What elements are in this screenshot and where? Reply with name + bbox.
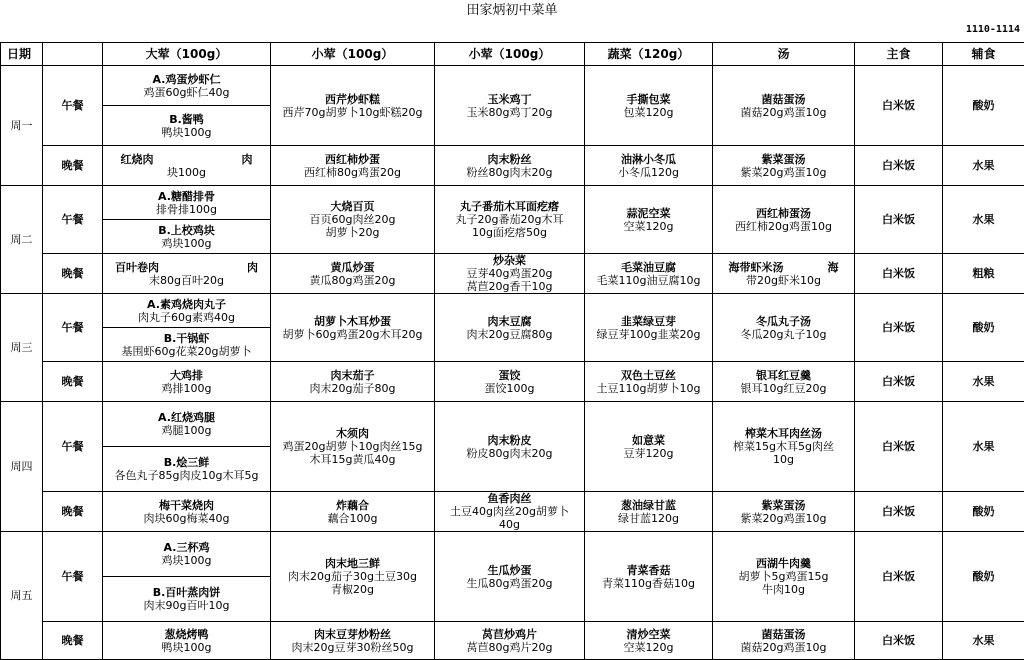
small-dish-1-detail: 肉末20g茄子30g土豆30g xyxy=(272,570,433,583)
soup-dish xyxy=(713,146,855,186)
vegetable-dish-name: 如意菜 xyxy=(586,434,711,447)
soup-dish xyxy=(713,532,855,622)
main-dish-option-a-detail: 鸡块100g xyxy=(104,554,269,567)
main-dish-option-b-name: B.上校鸡块 xyxy=(104,224,269,237)
table-row xyxy=(1,186,1024,220)
soup-dish-detail: 紫菜20g鸡蛋10g xyxy=(714,512,853,525)
soup-dish-name: 紫菜蛋汤 xyxy=(714,153,853,166)
main-dish-option-a xyxy=(103,532,271,577)
main-dish-option-a xyxy=(103,186,271,220)
main-dish-dinner-name: 百叶卷肉 肉 xyxy=(104,261,269,274)
vegetable-dish-name: 青菜香菇 xyxy=(586,564,711,577)
small-dish-2-detail: 莴苣80g鸡片20g xyxy=(436,641,583,654)
main-dish-option-a-detail: 排骨排100g xyxy=(104,203,269,216)
table-row xyxy=(1,294,1024,328)
soup-dish xyxy=(713,402,855,492)
main-dish-option-b-detail: 各色丸子85g肉皮10g木耳5g xyxy=(104,469,269,482)
vegetable-dish-detail: 豆芽120g xyxy=(586,447,711,460)
main-dish-dinner-detail: 鸭块100g xyxy=(104,641,269,654)
header-meal xyxy=(43,43,103,66)
table-row xyxy=(1,492,1024,532)
small-dish-1 xyxy=(271,254,435,294)
main-dish-option-b-detail: 鸡块100g xyxy=(104,237,269,250)
small-dish-1-detail: 胡萝卜60g鸡蛋20g木耳20g xyxy=(272,328,433,341)
main-dish-option-a-detail: 鸡蛋60g虾仁40g xyxy=(104,86,269,99)
header-soup: 汤 xyxy=(713,43,855,66)
day-label-thu: 周四 xyxy=(1,402,43,532)
side-food: 水果 xyxy=(943,146,1024,186)
soup-dish-name: 榨菜木耳肉丝汤 xyxy=(714,427,853,440)
soup-dish-name: 菌菇蛋汤 xyxy=(714,93,853,106)
vegetable-dish xyxy=(585,532,713,622)
staple-food: 白米饭 xyxy=(855,532,943,622)
side-food: 粗粮 xyxy=(943,254,1024,294)
main-dish-dinner-detail: 块100g xyxy=(104,166,269,179)
header-date: 日期 xyxy=(1,43,43,66)
small-dish-2 xyxy=(435,254,585,294)
staple-food: 白米饭 xyxy=(855,66,943,146)
table-row xyxy=(1,254,1024,294)
small-dish-1-detail: 肉末20g豆芽30粉丝50g xyxy=(272,641,433,654)
small-dish-2-name: 炒杂菜 xyxy=(436,254,583,267)
soup-dish-detail: 菌菇20g鸡蛋10g xyxy=(714,641,853,654)
small-dish-1 xyxy=(271,492,435,532)
vegetable-dish-detail: 土豆110g胡萝卜10g xyxy=(586,382,711,395)
main-dish-dinner xyxy=(103,492,271,532)
small-dish-1 xyxy=(271,402,435,492)
main-dish-dinner-detail: 肉块60g梅菜40g xyxy=(104,512,269,525)
side-food: 酸奶 xyxy=(943,532,1024,622)
small-dish-1 xyxy=(271,294,435,362)
small-dish-1-name: 肉末地三鲜 xyxy=(272,557,433,570)
main-dish-dinner-name: 梅干菜烧肉 xyxy=(104,499,269,512)
main-dish-dinner-detail: 末80g百叶20g xyxy=(104,274,269,287)
vegetable-dish xyxy=(585,402,713,492)
small-dish-1-detail: 藕合100g xyxy=(272,512,433,525)
vegetable-dish-name: 双色土豆丝 xyxy=(586,369,711,382)
small-dish-2-detail: 蛋饺100g xyxy=(436,382,583,395)
vegetable-dish xyxy=(585,146,713,186)
soup-dish xyxy=(713,362,855,402)
soup-dish xyxy=(713,254,855,294)
main-dish-option-a-name: A.糖醋排骨 xyxy=(104,190,269,203)
meal-label-lunch: 午餐 xyxy=(43,532,103,622)
soup-dish-detail: 带20g虾米10g xyxy=(714,274,853,287)
soup-dish-detail: 紫菜20g鸡蛋10g xyxy=(714,166,853,179)
header-small-meat-1: 小荤（100g） xyxy=(271,43,435,66)
small-dish-1 xyxy=(271,146,435,186)
small-dish-2-name: 蛋饺 xyxy=(436,369,583,382)
small-dish-2 xyxy=(435,492,585,532)
meal-label-dinner: 晚餐 xyxy=(43,492,103,532)
main-dish-dinner xyxy=(103,362,271,402)
small-dish-2-detail-2: 40g xyxy=(436,518,583,531)
side-food: 酸奶 xyxy=(943,66,1024,146)
page-title: 田家炳初中菜单 xyxy=(0,0,1024,22)
small-dish-1 xyxy=(271,622,435,660)
main-dish-option-a-name: A.红烧鸡腿 xyxy=(104,411,269,424)
small-dish-2 xyxy=(435,402,585,492)
main-dish-option-a-name: A.鸡蛋炒虾仁 xyxy=(104,73,269,86)
staple-food: 白米饭 xyxy=(855,362,943,402)
vegetable-dish xyxy=(585,66,713,146)
vegetable-dish-detail: 绿豆芽100g韭菜20g xyxy=(586,328,711,341)
vegetable-dish xyxy=(585,294,713,362)
meal-label-lunch: 午餐 xyxy=(43,66,103,146)
main-dish-option-b xyxy=(103,577,271,622)
table-row xyxy=(1,622,1024,660)
main-dish-option-b-detail: 基围虾60g花菜20g胡萝卜 xyxy=(104,345,269,358)
vegetable-dish-detail: 绿甘蓝120g xyxy=(586,512,711,525)
soup-dish xyxy=(713,294,855,362)
small-dish-2-name: 生瓜炒蛋 xyxy=(436,564,583,577)
small-dish-2-detail: 玉米80g鸡丁20g xyxy=(436,106,583,119)
vegetable-dish-name: 清炒空菜 xyxy=(586,628,711,641)
vegetable-dish-name: 油淋小冬瓜 xyxy=(586,153,711,166)
small-dish-2-detail: 丸子20g番茄20g木耳 xyxy=(436,213,583,226)
side-food: 水果 xyxy=(943,402,1024,492)
soup-dish-detail: 菌菇20g鸡蛋10g xyxy=(714,106,853,119)
small-dish-2-detail: 生瓜80g鸡蛋20g xyxy=(436,577,583,590)
small-dish-1-detail: 鸡蛋20g胡萝卜10g肉丝15g xyxy=(272,440,433,453)
main-dish-option-a-detail: 肉丸子60g素鸡40g xyxy=(104,311,269,324)
vegetable-dish-name: 葱油绿甘蓝 xyxy=(586,499,711,512)
vegetable-dish-detail: 空菜120g xyxy=(586,641,711,654)
small-dish-1-name: 肉末豆芽炒粉丝 xyxy=(272,628,433,641)
small-dish-2-name: 丸子番茄木耳面疙瘩 xyxy=(436,200,583,213)
staple-food: 白米饭 xyxy=(855,492,943,532)
side-food: 酸奶 xyxy=(943,492,1024,532)
soup-dish-name: 冬瓜丸子汤 xyxy=(714,315,853,328)
small-dish-2-name: 莴苣炒鸡片 xyxy=(436,628,583,641)
small-dish-1-detail: 西红柿80g鸡蛋20g xyxy=(272,166,433,179)
vegetable-dish-name: 手撕包菜 xyxy=(586,93,711,106)
staple-food: 白米饭 xyxy=(855,186,943,254)
menu-table xyxy=(0,42,1024,660)
vegetable-dish-detail: 毛菜110g油豆腐10g xyxy=(586,274,711,287)
day-label-tue: 周二 xyxy=(1,186,43,294)
vegetable-dish-detail: 空菜120g xyxy=(586,220,711,233)
soup-dish xyxy=(713,492,855,532)
staple-food: 白米饭 xyxy=(855,254,943,294)
main-dish-dinner-name: 大鸡排 xyxy=(104,369,269,382)
table-row xyxy=(1,146,1024,186)
small-dish-2-detail: 粉丝80g肉末20g xyxy=(436,166,583,179)
main-dish-option-b xyxy=(103,106,271,146)
small-dish-2-detail: 豆芽40g鸡蛋20g xyxy=(436,267,583,280)
vegetable-dish xyxy=(585,362,713,402)
small-dish-2-detail: 肉末20g豆腐80g xyxy=(436,328,583,341)
header-vegetable: 蔬菜（120g） xyxy=(585,43,713,66)
vegetable-dish-name: 韭菜绿豆芽 xyxy=(586,315,711,328)
soup-dish-detail-2: 10g xyxy=(714,453,853,466)
soup-dish-detail: 银耳10g红豆20g xyxy=(714,382,853,395)
staple-food: 白米饭 xyxy=(855,294,943,362)
main-dish-dinner xyxy=(103,622,271,660)
main-dish-option-b-name: B.烩三鲜 xyxy=(104,456,269,469)
small-dish-2 xyxy=(435,362,585,402)
small-dish-2 xyxy=(435,294,585,362)
small-dish-1-name: 黄瓜炒蛋 xyxy=(272,261,433,274)
small-dish-1-detail: 百页60g肉丝20g xyxy=(272,213,433,226)
small-dish-1 xyxy=(271,186,435,254)
small-dish-1-detail-2: 木耳15g黄瓜40g xyxy=(272,453,433,466)
main-dish-option-b-name: B.百叶蒸肉饼 xyxy=(104,586,269,599)
soup-dish-detail-2: 牛肉10g xyxy=(714,583,853,596)
vegetable-dish-detail: 包菜120g xyxy=(586,106,711,119)
small-dish-1-name: 西红柿炒蛋 xyxy=(272,153,433,166)
small-dish-2 xyxy=(435,186,585,254)
staple-food: 白米饭 xyxy=(855,146,943,186)
staple-food: 白米饭 xyxy=(855,402,943,492)
main-dish-option-b xyxy=(103,447,271,492)
side-food: 水果 xyxy=(943,362,1024,402)
meal-label-dinner: 晚餐 xyxy=(43,146,103,186)
meal-label-dinner: 晚餐 xyxy=(43,362,103,402)
header-small-meat-2: 小荤（100g） xyxy=(435,43,585,66)
small-dish-2-name: 鱼香肉丝 xyxy=(436,492,583,505)
soup-dish-name: 银耳红豆羹 xyxy=(714,369,853,382)
main-dish-option-b xyxy=(103,328,271,362)
header-side: 辅食 xyxy=(943,43,1024,66)
table-row xyxy=(1,66,1024,106)
main-dish-option-b xyxy=(103,220,271,254)
small-dish-2-name: 玉米鸡丁 xyxy=(436,93,583,106)
vegetable-dish-detail: 小冬瓜120g xyxy=(586,166,711,179)
small-dish-1-detail-2: 青椒20g xyxy=(272,583,433,596)
soup-dish-detail: 榨菜15g木耳5g肉丝 xyxy=(714,440,853,453)
small-dish-1-detail: 肉末20g茄子80g xyxy=(272,382,433,395)
soup-dish-name: 紫菜蛋汤 xyxy=(714,499,853,512)
soup-dish xyxy=(713,622,855,660)
meal-label-lunch: 午餐 xyxy=(43,294,103,362)
table-row xyxy=(1,362,1024,402)
main-dish-option-b-name: B.酱鸭 xyxy=(104,113,269,126)
small-dish-1-name: 木须肉 xyxy=(272,427,433,440)
small-dish-2-detail-2: 10g面疙瘩50g xyxy=(436,226,583,239)
small-dish-2-name: 肉末豆腐 xyxy=(436,315,583,328)
side-food: 水果 xyxy=(943,622,1024,660)
small-dish-2 xyxy=(435,146,585,186)
main-dish-option-a xyxy=(103,402,271,447)
small-dish-2 xyxy=(435,66,585,146)
vegetable-dish-name: 毛菜油豆腐 xyxy=(586,261,711,274)
side-food: 水果 xyxy=(943,186,1024,254)
small-dish-1-name: 胡萝卜木耳炒蛋 xyxy=(272,315,433,328)
header-row xyxy=(1,43,1024,66)
main-dish-option-a-name: A.素鸡烧肉丸子 xyxy=(104,298,269,311)
header-staple: 主食 xyxy=(855,43,943,66)
vegetable-dish-name: 蒜泥空菜 xyxy=(586,207,711,220)
small-dish-2-detail: 粉皮80g肉末20g xyxy=(436,447,583,460)
soup-dish-detail: 西红柿20g鸡蛋10g xyxy=(714,220,853,233)
soup-dish xyxy=(713,186,855,254)
vegetable-dish xyxy=(585,186,713,254)
table-row xyxy=(1,402,1024,447)
small-dish-2-detail-2: 莴苣20g香干10g xyxy=(436,280,583,293)
vegetable-dish xyxy=(585,492,713,532)
soup-dish-name: 菌菇蛋汤 xyxy=(714,628,853,641)
main-dish-dinner xyxy=(103,254,271,294)
small-dish-2-name: 肉末粉皮 xyxy=(436,434,583,447)
main-dish-option-a-detail: 鸡腿100g xyxy=(104,424,269,437)
small-dish-1-detail: 西芹70g胡萝卜10g虾糕20g xyxy=(272,106,433,119)
main-dish-option-b-name: B.干锅虾 xyxy=(104,332,269,345)
main-dish-dinner-name: 葱烧烤鸭 xyxy=(104,628,269,641)
small-dish-1-name: 肉末茄子 xyxy=(272,369,433,382)
main-dish-option-a xyxy=(103,66,271,106)
small-dish-1 xyxy=(271,362,435,402)
main-dish-option-a xyxy=(103,294,271,328)
small-dish-2-name: 肉末粉丝 xyxy=(436,153,583,166)
header-main-meat: 大荤（100g） xyxy=(103,43,271,66)
main-dish-dinner xyxy=(103,146,271,186)
small-dish-1 xyxy=(271,66,435,146)
meal-label-dinner: 晚餐 xyxy=(43,622,103,660)
small-dish-1-name: 西芹炒虾糕 xyxy=(272,93,433,106)
soup-dish-name: 西红柿蛋汤 xyxy=(714,207,853,220)
vegetable-dish xyxy=(585,622,713,660)
day-label-wed: 周三 xyxy=(1,294,43,402)
soup-dish-detail: 胡萝卜5g鸡蛋15g xyxy=(714,570,853,583)
main-dish-option-b-detail: 肉末90g百叶10g xyxy=(104,599,269,612)
meal-label-dinner: 晚餐 xyxy=(43,254,103,294)
table-row xyxy=(1,532,1024,577)
vegetable-dish-detail: 青菜110g香菇10g xyxy=(586,577,711,590)
main-dish-dinner-detail: 鸡排100g xyxy=(104,382,269,395)
small-dish-1-name: 大烧百页 xyxy=(272,200,433,213)
small-dish-2 xyxy=(435,622,585,660)
main-dish-option-a-name: A.三杯鸡 xyxy=(104,541,269,554)
main-dish-option-b-detail: 鸭块100g xyxy=(104,126,269,139)
small-dish-1-detail-2: 胡萝卜20g xyxy=(272,226,433,239)
meal-label-lunch: 午餐 xyxy=(43,186,103,254)
soup-dish-name: 海带虾米汤 海 xyxy=(714,261,853,274)
small-dish-1-detail: 黄瓜80g鸡蛋20g xyxy=(272,274,433,287)
main-dish-dinner-name: 红烧肉 肉 xyxy=(104,153,269,166)
soup-dish xyxy=(713,66,855,146)
small-dish-2 xyxy=(435,532,585,622)
date-range-code: 1110-1114 xyxy=(966,24,1020,40)
meal-label-lunch: 午餐 xyxy=(43,402,103,492)
day-label-fri: 周五 xyxy=(1,532,43,660)
staple-food: 白米饭 xyxy=(855,622,943,660)
vegetable-dish xyxy=(585,254,713,294)
day-label-mon: 周一 xyxy=(1,66,43,186)
small-dish-1 xyxy=(271,532,435,622)
side-food: 酸奶 xyxy=(943,294,1024,362)
small-dish-1-name: 炸藕合 xyxy=(272,499,433,512)
soup-dish-name: 西湖牛肉羹 xyxy=(714,557,853,570)
small-dish-2-detail: 土豆40g肉丝20g胡萝卜 xyxy=(436,505,583,518)
soup-dish-detail: 冬瓜20g丸子10g xyxy=(714,328,853,341)
